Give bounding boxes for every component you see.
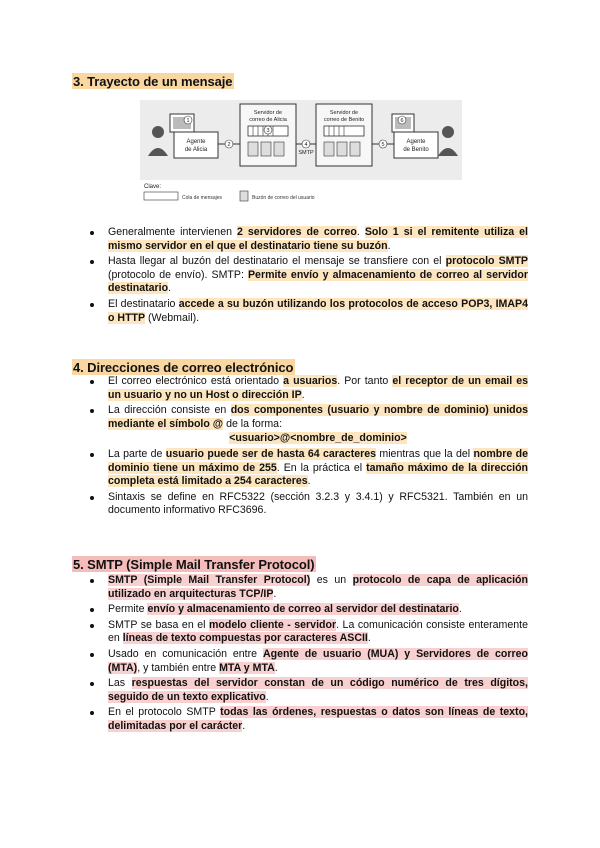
list-item: La dirección consiste en dos componentes (usuario y nombre de dominio) unidos mediante el símbolo @ de la forma: <usuario>@<nombre_de_dominio> — [84, 404, 528, 446]
list-item: Generalmente intervienen 2 servidores de correo. Solo 1 si el remitente utiliza el mismo servidor en el que el destinatario tiene su buzón. — [84, 226, 528, 253]
bob-agent-label-1: Agente — [406, 139, 426, 145]
list-item: Sintaxis se define en RFC5322 (sección 3.2.3 y 3.4.1) y RFC5321. También en un documento informativo RFC3696. — [84, 491, 528, 518]
section-4-list — [84, 375, 528, 520]
legend-title: Clave: — [144, 184, 162, 190]
step-6-label: 6 — [400, 118, 404, 124]
alice-server-label-2: correo de Alicia — [249, 117, 287, 123]
alice-agent-label-2: de Alicia — [184, 147, 208, 153]
bob-mailbox-icons — [324, 142, 360, 156]
smtp-label: SMTP — [298, 150, 314, 156]
list-item: SMTP se basa en el modelo cliente - servidor. La comunicación consiste enteramente en líneas de texto compuestas por caracteres ASCII. — [84, 619, 528, 646]
step-2-label: 2 — [227, 142, 231, 148]
section-5-heading: 5. SMTP (Simple Mail Transfer Protocol) — [73, 557, 315, 572]
address-format: <usuario>@<nombre_de_dominio> — [229, 432, 407, 445]
list-item: El correo electrónico está orientado a usuarios. Por tanto el receptor de un email es un usuario y no un Host o dirección IP. — [84, 375, 528, 402]
step-4-label: 4 — [304, 142, 308, 148]
bob-agent-label-2: de Benito — [403, 147, 429, 153]
list-item: La parte de usuario puede ser de hasta 64 caracteres mientras que la del nombre de dominio tiene un máximo de 255. En la práctica el tamaño máximo de la dirección completa está limitado a 254 caracteres. — [84, 448, 528, 489]
legend-mailbox-label: Buzón de correo del usuario — [252, 195, 315, 201]
mail-path-diagram — [140, 100, 462, 212]
step-5-label: 5 — [381, 142, 385, 148]
bob-server-label-2: correo de Benito — [323, 117, 365, 123]
section-5-list — [84, 574, 528, 736]
legend-queue-label: Cola de mensajes — [182, 195, 223, 201]
step-3-label: 3 — [266, 128, 270, 134]
legend-mailbox-swatch — [240, 191, 248, 201]
list-item: El destinatario accede a su buzón utilizando los protocolos de acceso POP3, IMAP4 o HTTP (Webmail). — [84, 298, 528, 325]
section-3-heading: 3. Trayecto de un mensaje — [73, 74, 233, 89]
list-item: Permite envío y almacenamiento de correo al servidor del destinatario. — [84, 603, 528, 617]
alice-agent-label-1: Agente — [186, 139, 206, 145]
section-4-heading: 4. Direcciones de correo electrónico — [73, 360, 294, 375]
list-item: Hasta llegar al buzón del destinatario el mensaje se transfiere con el protocolo SMTP (protocolo de envío). SMTP: Permite envío y almacenamiento de correo al servidor destinatario. — [84, 255, 528, 296]
bob-queue-icon — [324, 126, 364, 136]
alice-server-label-1: Servidor de — [253, 110, 283, 116]
bob-agent-box — [394, 132, 438, 158]
list-item: Las respuestas del servidor constan de un código numérico de tres dígitos, seguido de un texto explicativo. — [84, 677, 528, 704]
step-1-label: 1 — [186, 118, 190, 124]
list-item: SMTP (Simple Mail Transfer Protocol) es un protocolo de capa de aplicación utilizado en arquitecturas TCP/IP. — [84, 574, 528, 601]
list-item: Usado en comunicación entre Agente de usuario (MUA) y Servidores de correo (MTA), y también entre MTA y MTA. — [84, 648, 528, 675]
legend-queue-swatch — [144, 192, 178, 200]
list-item: En el protocolo SMTP todas las órdenes, respuestas o datos son líneas de texto, delimitadas por el carácter. — [84, 706, 528, 733]
bob-server-label-1: Servidor de — [329, 110, 359, 116]
mailbox-icons — [248, 142, 284, 156]
section-3-list — [84, 226, 528, 327]
alice-agent-box — [174, 132, 218, 158]
